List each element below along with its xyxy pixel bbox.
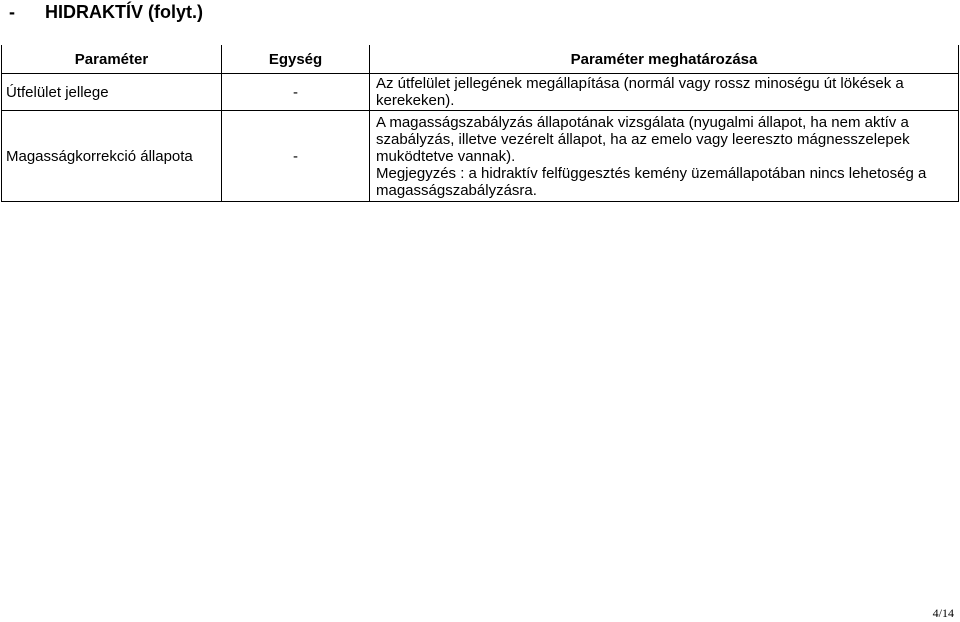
row-unit: - [222, 74, 370, 111]
section-heading [9, 1, 203, 23]
row-definition: Az útfelület jellegének megállapítása (normál vagy rossz minoségu út lökések a kerekeken). [370, 74, 959, 111]
page-number: 4/14 [932, 606, 954, 620]
header-parameter: Paraméter [2, 45, 222, 74]
row-note: Megjegyzés : a hidraktív felfüggesztés kemény üzemállapotában nincs lehetoség a magasságszabályzásra. [376, 164, 927, 199]
parameter-table [1, 45, 959, 202]
header-unit: Egység [222, 45, 370, 74]
table-row [2, 111, 959, 202]
row-parameter: Útfelület jellege [2, 74, 222, 111]
heading-dash: - [9, 2, 15, 22]
table-row [2, 74, 959, 111]
row-definition: A magasságszabályzás állapotának vizsgálata (nyugalmi állapot, ha nem aktív a szabályzás, illetve vezérelt állapot, ha az emelo vagy leereszto mágnesszelepek muködtetve vannak). [376, 113, 910, 165]
row-parameter: Magasságkorrekció állapota [2, 111, 222, 202]
row-unit: - [222, 111, 370, 202]
heading-title: HIDRAKTÍV (folyt.) [45, 2, 203, 22]
row-definition-cell [370, 111, 959, 202]
header-definition: Paraméter meghatározása [370, 45, 959, 74]
table-header-row [2, 45, 959, 74]
